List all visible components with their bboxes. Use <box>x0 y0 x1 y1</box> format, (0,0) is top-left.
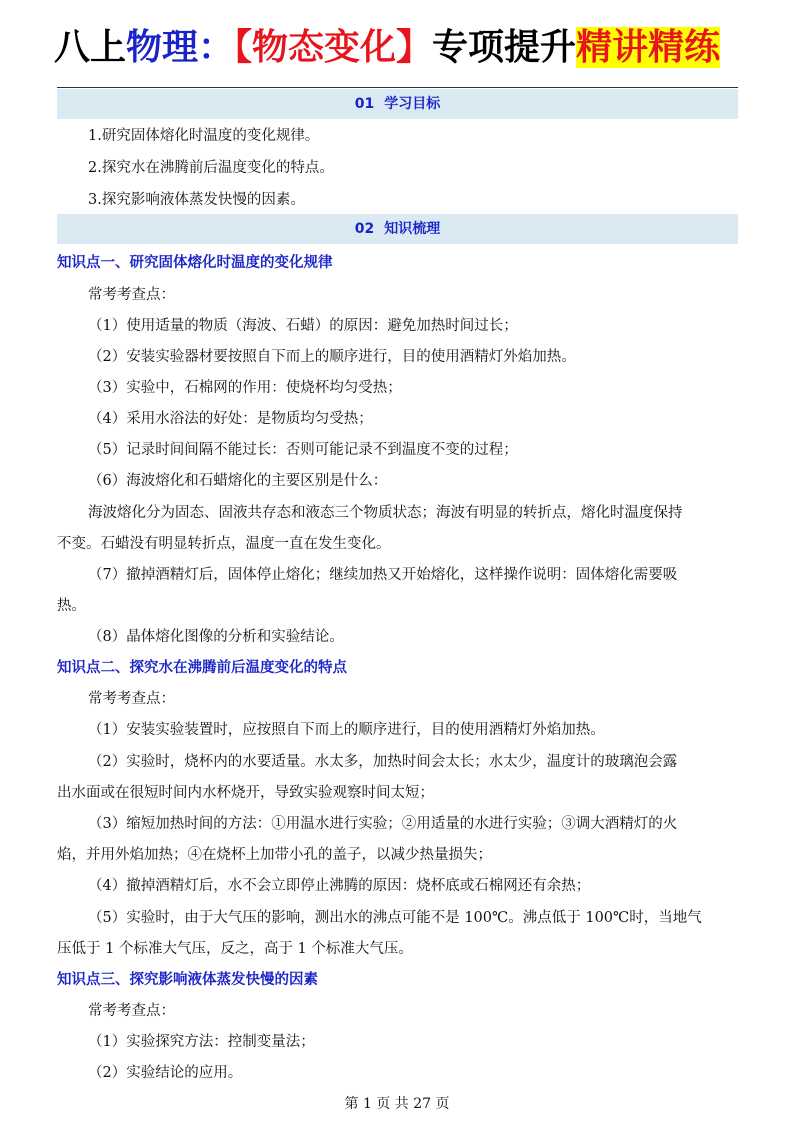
list-item: （5）实验时，由于大气压的影响，测出水的沸点可能不是 100℃。沸点低于 100℃时，当地气 <box>88 910 702 926</box>
list-item: （3）缩短加热时间的方法：①用温水进行实验；②用适量的水进行实验；③调大酒精灯的火 <box>88 816 678 832</box>
list-item: （4）撤掉酒精灯后，水不会立即停止沸腾的原因：烧杯底或石棉网还有余热； <box>88 878 591 894</box>
title-divider <box>57 87 738 88</box>
list-item: （7）撤掉酒精灯后，固体停止熔化；继续加热又开始熔化，这样操作说明：固体熔化需要吸 <box>88 567 678 583</box>
intro-text: 常考考查点： <box>88 287 175 303</box>
goal-item: 3.探究影响液体蒸发快慢的因素。 <box>88 192 305 208</box>
list-item: （8）晶体熔化图像的分析和实验结论。 <box>88 629 344 645</box>
page-footer: 第 1 页 共 27 页 <box>344 1096 450 1112</box>
list-item: （1）安装实验装置时，应按照自下而上的顺序进行，目的使用酒精灯外焰加热。 <box>88 722 605 738</box>
list-item-continued: 出水面或在很短时间内水杯烧开，导致实验观察时间太短； <box>57 785 434 801</box>
intro-text: 常考考查点： <box>88 691 175 707</box>
section-number: 01 <box>354 96 375 112</box>
title-topic: 【物态变化】 <box>234 27 433 68</box>
list-item: （6）海波熔化和石蜡熔化的主要区别是什么： <box>88 473 388 489</box>
goal-item: 1.研究固体熔化时温度的变化规律。 <box>88 128 320 144</box>
knowledge-point-heading: 知识点一、研究固体熔化时温度的变化规律 <box>57 255 333 271</box>
section-number: 02 <box>354 221 375 237</box>
list-item: （1）使用适量的物质（海波、石蜡）的原因：避免加热时间过长； <box>88 318 518 334</box>
section-label: 知识梳理 <box>384 221 441 237</box>
intro-text: 常考考查点： <box>88 1003 175 1019</box>
knowledge-point-heading: 知识点三、探究影响液体蒸发快慢的因素 <box>57 972 318 988</box>
list-item: （2）实验结论的应用。 <box>88 1065 243 1081</box>
section-header-goals <box>57 89 738 119</box>
paragraph-line: 海波熔化分为固态、固液共存态和液态三个物质状态；海波有明显的转折点，熔化时温度保持 <box>88 505 683 521</box>
list-item-continued: 焰，并用外焰加热；④在烧杯上加带小孔的盖子，以减少热量损失； <box>57 847 492 863</box>
title-highlight: 精讲精练 <box>576 27 721 68</box>
page-title <box>54 20 754 76</box>
section-label: 学习目标 <box>384 96 441 112</box>
section-header-knowledge <box>57 214 738 244</box>
goal-item: 2.探究水在沸腾前后温度变化的特点。 <box>88 160 334 176</box>
title-grade: 八上 <box>54 27 127 68</box>
list-item: （1）实验探究方法：控制变量法； <box>88 1034 315 1050</box>
list-item-continued: 热。 <box>57 598 86 614</box>
title-type: 专项提升 <box>432 27 577 68</box>
list-item: （2）实验时，烧杯内的水要适量。水太多，加热时间会太长；水太少，温度计的玻璃泡会露 <box>88 754 678 770</box>
list-item: （4）采用水浴法的好处：是物质均匀受热； <box>88 411 373 427</box>
list-item: （2）安装实验器材要按照自下而上的顺序进行，目的使用酒精灯外焰加热。 <box>88 349 576 365</box>
paragraph-line: 不变。石蜡没有明显转折点，温度一直在发生变化。 <box>57 536 391 552</box>
list-item: （3）实验中，石棉网的作用：使烧杯均匀受热； <box>88 380 402 396</box>
list-item-continued: 压低于 1 个标准大气压，反之，高于 1 个标准大气压。 <box>57 941 413 957</box>
knowledge-point-heading: 知识点二、探究水在沸腾前后温度变化的特点 <box>57 660 347 676</box>
title-subject: 物理： <box>126 27 235 68</box>
list-item: （5）记录时间间隔不能过长：否则可能记录不到温度不变的过程； <box>88 442 518 458</box>
